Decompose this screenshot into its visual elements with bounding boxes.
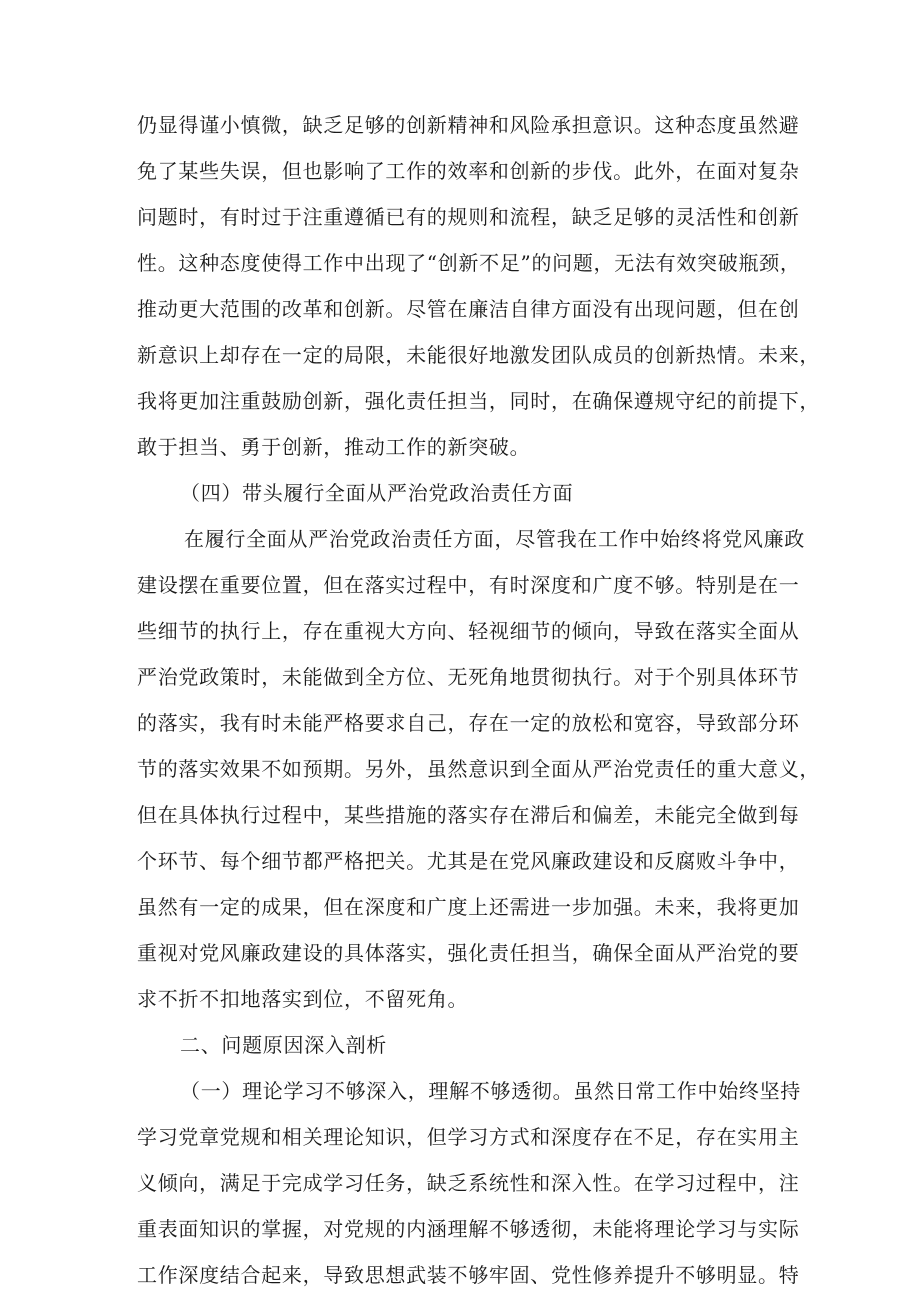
paragraph-line: 重表面知识的掌握，对党规的内涵理解不够透彻，未能将理论学习与实际 xyxy=(137,1217,800,1241)
paragraph-line: 工作深度结合起来，导致思想武装不够牢固、党性修养提升不够明显。特 xyxy=(137,1263,800,1287)
paragraph-line: 求不折不扣地落实到位，不留死角。 xyxy=(137,987,469,1011)
paragraph-line: 问题时，有时过于注重遵循已有的规则和流程，缺乏足够的灵活性和创新 xyxy=(137,205,800,229)
paragraph-line: 仍显得谨小慎微，缺乏足够的创新精神和风险承担意识。这种态度虽然避 xyxy=(137,113,800,137)
paragraph-line: 但在具体执行过程中，某些措施的落实存在滞后和偏差，未能完全做到每 xyxy=(137,803,800,827)
paragraph-line: 建设摆在重要位置，但在落实过程中，有时深度和广度不够。特别是在一 xyxy=(137,573,800,597)
paragraph-line: 性。这种态度使得工作中出现了“创新不足”的问题，无法有效突破瓶颈， xyxy=(137,251,801,275)
paragraph-line: 学习党章党规和相关理论知识，但学习方式和深度存在不足，存在实用主 xyxy=(137,1125,800,1149)
paragraph-line: 在履行全面从严治党政治责任方面，尽管我在工作中始终将党风廉政 xyxy=(184,527,805,551)
paragraph-line: 我将更加注重鼓励创新，强化责任担当，同时，在确保遵规守纪的前提下， xyxy=(137,389,821,413)
paragraph-line: 虽然有一定的成果，但在深度和广度上还需进一步加强。未来，我将更加 xyxy=(137,895,800,919)
paragraph-line: 个环节、每个细节都严格把关。尤其是在党风廉政建设和反腐败斗争中， xyxy=(137,849,800,873)
paragraph-line: （一）理论学习不够深入，理解不够透彻。虽然日常工作中始终坚持 xyxy=(180,1079,801,1103)
paragraph-line: 新意识上却存在一定的局限，未能很好地激发团队成员的创新热情。未来， xyxy=(137,343,821,367)
paragraph-line: 严治党政策时，未能做到全方位、无死角地贯彻执行。对于个别具体环节 xyxy=(137,665,800,689)
paragraph-line: 重视对党风廉政建设的具体落实，强化责任担当，确保全面从严治党的要 xyxy=(137,941,800,965)
paragraph-line: 些细节的执行上，存在重视大方向、轻视细节的倾向，导致在落实全面从 xyxy=(137,619,800,643)
section-heading: 二、问题原因深入剖析 xyxy=(180,1033,387,1057)
paragraph-line: 推动更大范围的改革和创新。尽管在廉洁自律方面没有出现问题，但在创 xyxy=(137,297,800,321)
paragraph-line: 敢于担当、勇于创新，推动工作的新突破。 xyxy=(137,435,531,459)
paragraph-line: 免了某些失误，但也影响了工作的效率和创新的步伐。此外，在面对复杂 xyxy=(137,159,800,183)
paragraph-line: 的落实，我有时未能严格要求自己，存在一定的放松和宽容，导致部分环 xyxy=(137,711,800,735)
paragraph-line: 义倾向，满足于完成学习任务，缺乏系统性和深入性。在学习过程中，注 xyxy=(137,1171,800,1195)
paragraph-line: 节的落实效果不如预期。另外，虽然意识到全面从严治党责任的重大意义， xyxy=(137,757,821,781)
section-heading: （四）带头履行全面从严治党政治责任方面 xyxy=(180,481,574,505)
